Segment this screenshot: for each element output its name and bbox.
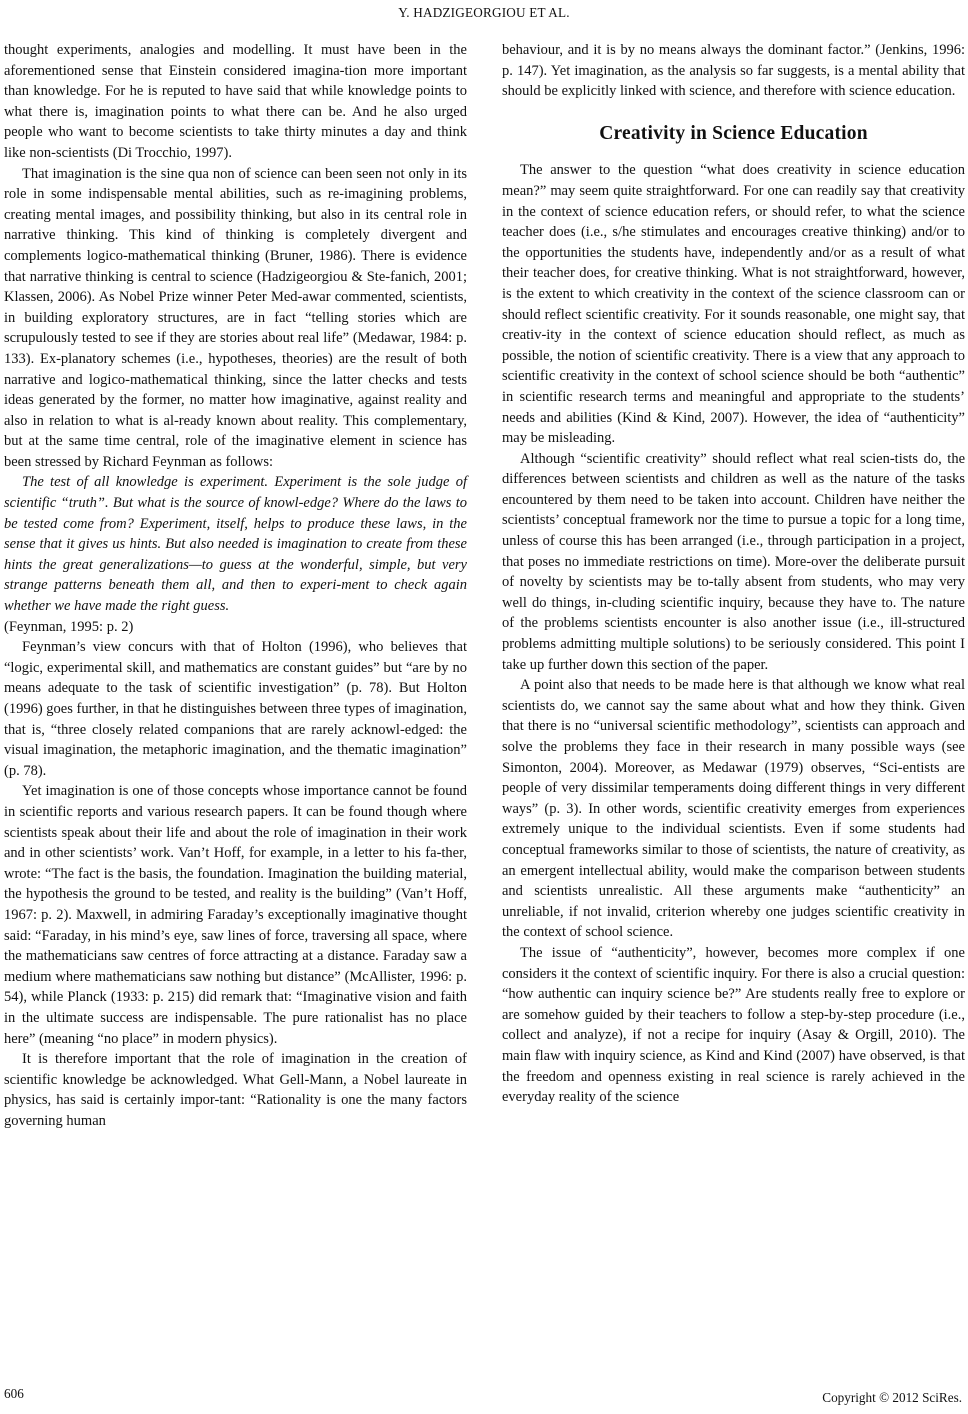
- paragraph: Although “scientific creativity” should reflect what real scien-tists do, the differences between scientists and children as well as the nature of the tasks encountered by them need to be taken into account. Children have neither the scientists’ conceptual framework nor the time to pursue a topic for a long time, unless of course this has been arranged (i.e., through participation in a project, that poses no immediate restrictions on time). More-over the deliberate pursuit of novelty by scientists may be to-tally absent from students, who may very well do things, in-cluding scientific inquiry, because they have to. The nature of the problems scientists encounter is also another issue (i.e., ill-structured problems admitting multiple solutions) to be seriously considered. This point I take up further down this section of the paper.: [502, 450, 965, 673]
- page-number: 606: [4, 1386, 24, 1401]
- paragraph: It is therefore important that the role of imagination in the creation of scientific knowledge be acknowledged. What Gell-Mann, a Nobel laureate in physics, has said is certainly impor-tant: “Rationality is one the many factors governing human: [4, 1051, 467, 1129]
- paragraph: behaviour, and it is by no means always the dominant factor.” (Jenkins, 1996: p. 147). Yet imagination, as the analysis so far suggests, is a mental ability that should be explicitly linked with science, and therefore with science education.: [502, 42, 965, 100]
- running-header: Y. HADZIGEORGIOU ET AL.: [398, 5, 570, 20]
- left-column: [4, 40, 467, 1131]
- section-heading: Creativity in Science Education: [599, 122, 868, 144]
- block-quote: [4, 472, 467, 637]
- right-column: [502, 40, 965, 1108]
- paragraph: Feynman’s view concurs with that of Holton (1996), who believes that “logic, experimental skill, and mathematics are constant guides” but “are by no means adequate to the task of scientific investigation” (p. 78). But Holton (1996) goes further, in that he distinguishes between three types of imagination, that is, “three closely related companions that are rarely acknowl-edged: the visual imagination, the metaphoric imagination, and the thematic imagination” (p. 78).: [4, 639, 467, 779]
- paragraph: A point also that needs to be made here is that although we know what real scientists do, we cannot say the same about what and how they think. Given that there is no “universal scientific methodology”, scientists can approach and solve the problems they face in their research in many possible ways (see Simonton, 2004). Moreover, as Medawar (1979) observes, “Sci-entists are people of very dissimilar temperaments doing different things in very different ways” (p. 3). In other words, scientific creativity emerges from experiences extremely unique to the individual scientists. Even if some students had conceptual frameworks similar to those of scientists, the nature of creativity, as an emergent intellectual ability, would make the comparison between students and scientists unrealistic. All these arguments make “authenticity” an unreliable, if not invalid, criterion whereby one judges scientific creativity in the context of school science.: [502, 677, 965, 941]
- paragraph: The answer to the question “what does creativity in science education mean?” may seem quite straightforward. For one can readily say that creativity in the context of science education refers, or should refer, to what the science teacher does (i.e., s/he stimulates and encourages creative thinking) and/or to the opportunities the students have, independently and/or as a result of what their teacher does, for creative thinking. What is not straightforward, however, is the extent to which creativity in the context of the science classroom can or should reflect scientific creativity. For it sounds reasonable, one might say, that creativ-ity in the context of science education should reflect, as much as possible, the notion of scientific creativity. There is a view that any approach to scientific creativity in the context of school science should be both “authentic” in scientific research terms and meaningful and appropriate to the students’ needs and abilities (Kind & Kind, 2007). However, the idea of “authenticity” may be misleading.: [502, 162, 965, 447]
- quote-citation: (Feynman, 1995: p. 2): [4, 618, 134, 635]
- copyright-notice: Copyright © 2012 SciRes.: [822, 1390, 962, 1405]
- paragraph: The issue of “authenticity”, however, becomes more complex if one considers it the context of scientific inquiry. For there is also a crucial question: “how authentic can inquiry science be?” Are students really free to explore or are somehow guided by their teachers to follow a step-by-step procedure (i.e., collect and analyze), if not a recipe for inquiry (Asay & Orgill, 2010). The main flaw with inquiry science, as Kind and Kind (2007) have observed, is that the freedom and openness existing in real science is rarely achieved in the everyday reality of the science: [502, 944, 965, 1106]
- quote-text: The test of all knowledge is experiment. Experiment is the sole judge of scientific “truth”. But what is the source of knowl-edge? Where do the laws to be tested come from? Experiment, itself, helps to produce these laws, in the sense that it gives us hints. But also needed is imagination to create from these hints the great generalizations—to guess at the wonderful, simple, but very strange patterns beneath them all, and then to experi-ment to check again whether we have made the right guess.: [4, 474, 467, 615]
- paragraph: thought experiments, analogies and modelling. It must have been in the aforementioned sense that Einstein considered imagina-tion more important than knowledge. For he is reputed to have said that while knowledge points to what there is, imagination points to what there can be. And he also urged people who want to become scientists to take thirty minutes a day and think like non-scientists (Di Trocchio, 1997).: [4, 42, 467, 161]
- paragraph: Yet imagination is one of those concepts whose importance cannot be found in scientific reports and various research papers. It can be found though where scientists speak about their life and about the role of imagination in their work and in other scientists’ work. Van’t Hoff, for example, in a letter to his fa-ther, wrote: “The fact is the basis, the foundation. Imagination the building material, the hypothesis the ground to be tested, and reality is the building” (Van’t Hoff, 1967: p. 2). Maxwell, in admiring Faraday’s exceptionally imaginative thought said: “Faraday, in his mind’s eye, saw lines of force, traversing all space, where the mathematicians saw centres of force attracting at a distance. Faraday saw a medium where mathematicians saw nothing but distance” (McAllister, 1996: p. 54), while Planck (1933: p. 215) did remark that: “Imaginative vision and faith in the ultimate success are indispensable. The pure rationalist has no place here” (meaning “no place” in modern physics).: [4, 783, 467, 1047]
- paragraph: That imagination is the sine qua non of science can been seen not only in its role in some indispensable mental abilities, such as re-imagining problems, creating mental images, and possibility thinking, but also in its central role in narrative thinking. This kind of thinking is completely divergent and complements logico-mathematical thinking (Bruner, 1986). There is evidence that narrative thinking is central to science (Hadzigeorgiou & Ste-fanich, 2001; Klassen, 2006). As Nobel Prize winner Peter Med-awar commented, scientists, in building exploratory structures, are in fact “telling stories which are scrupulously tested to see if they are stories about real life” (Medawar, 1984: p. 133). Ex-planatory schemes (i.e., hypotheses, theories) are the result of both narrative and logico-mathematical thinking, since the latter checks and tests ideas generated by the former, no matter how imaginative, against reality and also in relation to what is al-ready known about reality. This complementary, but at the same time central, role of the imaginative element in science has been stressed by Richard Feynman as follows:: [4, 165, 467, 470]
